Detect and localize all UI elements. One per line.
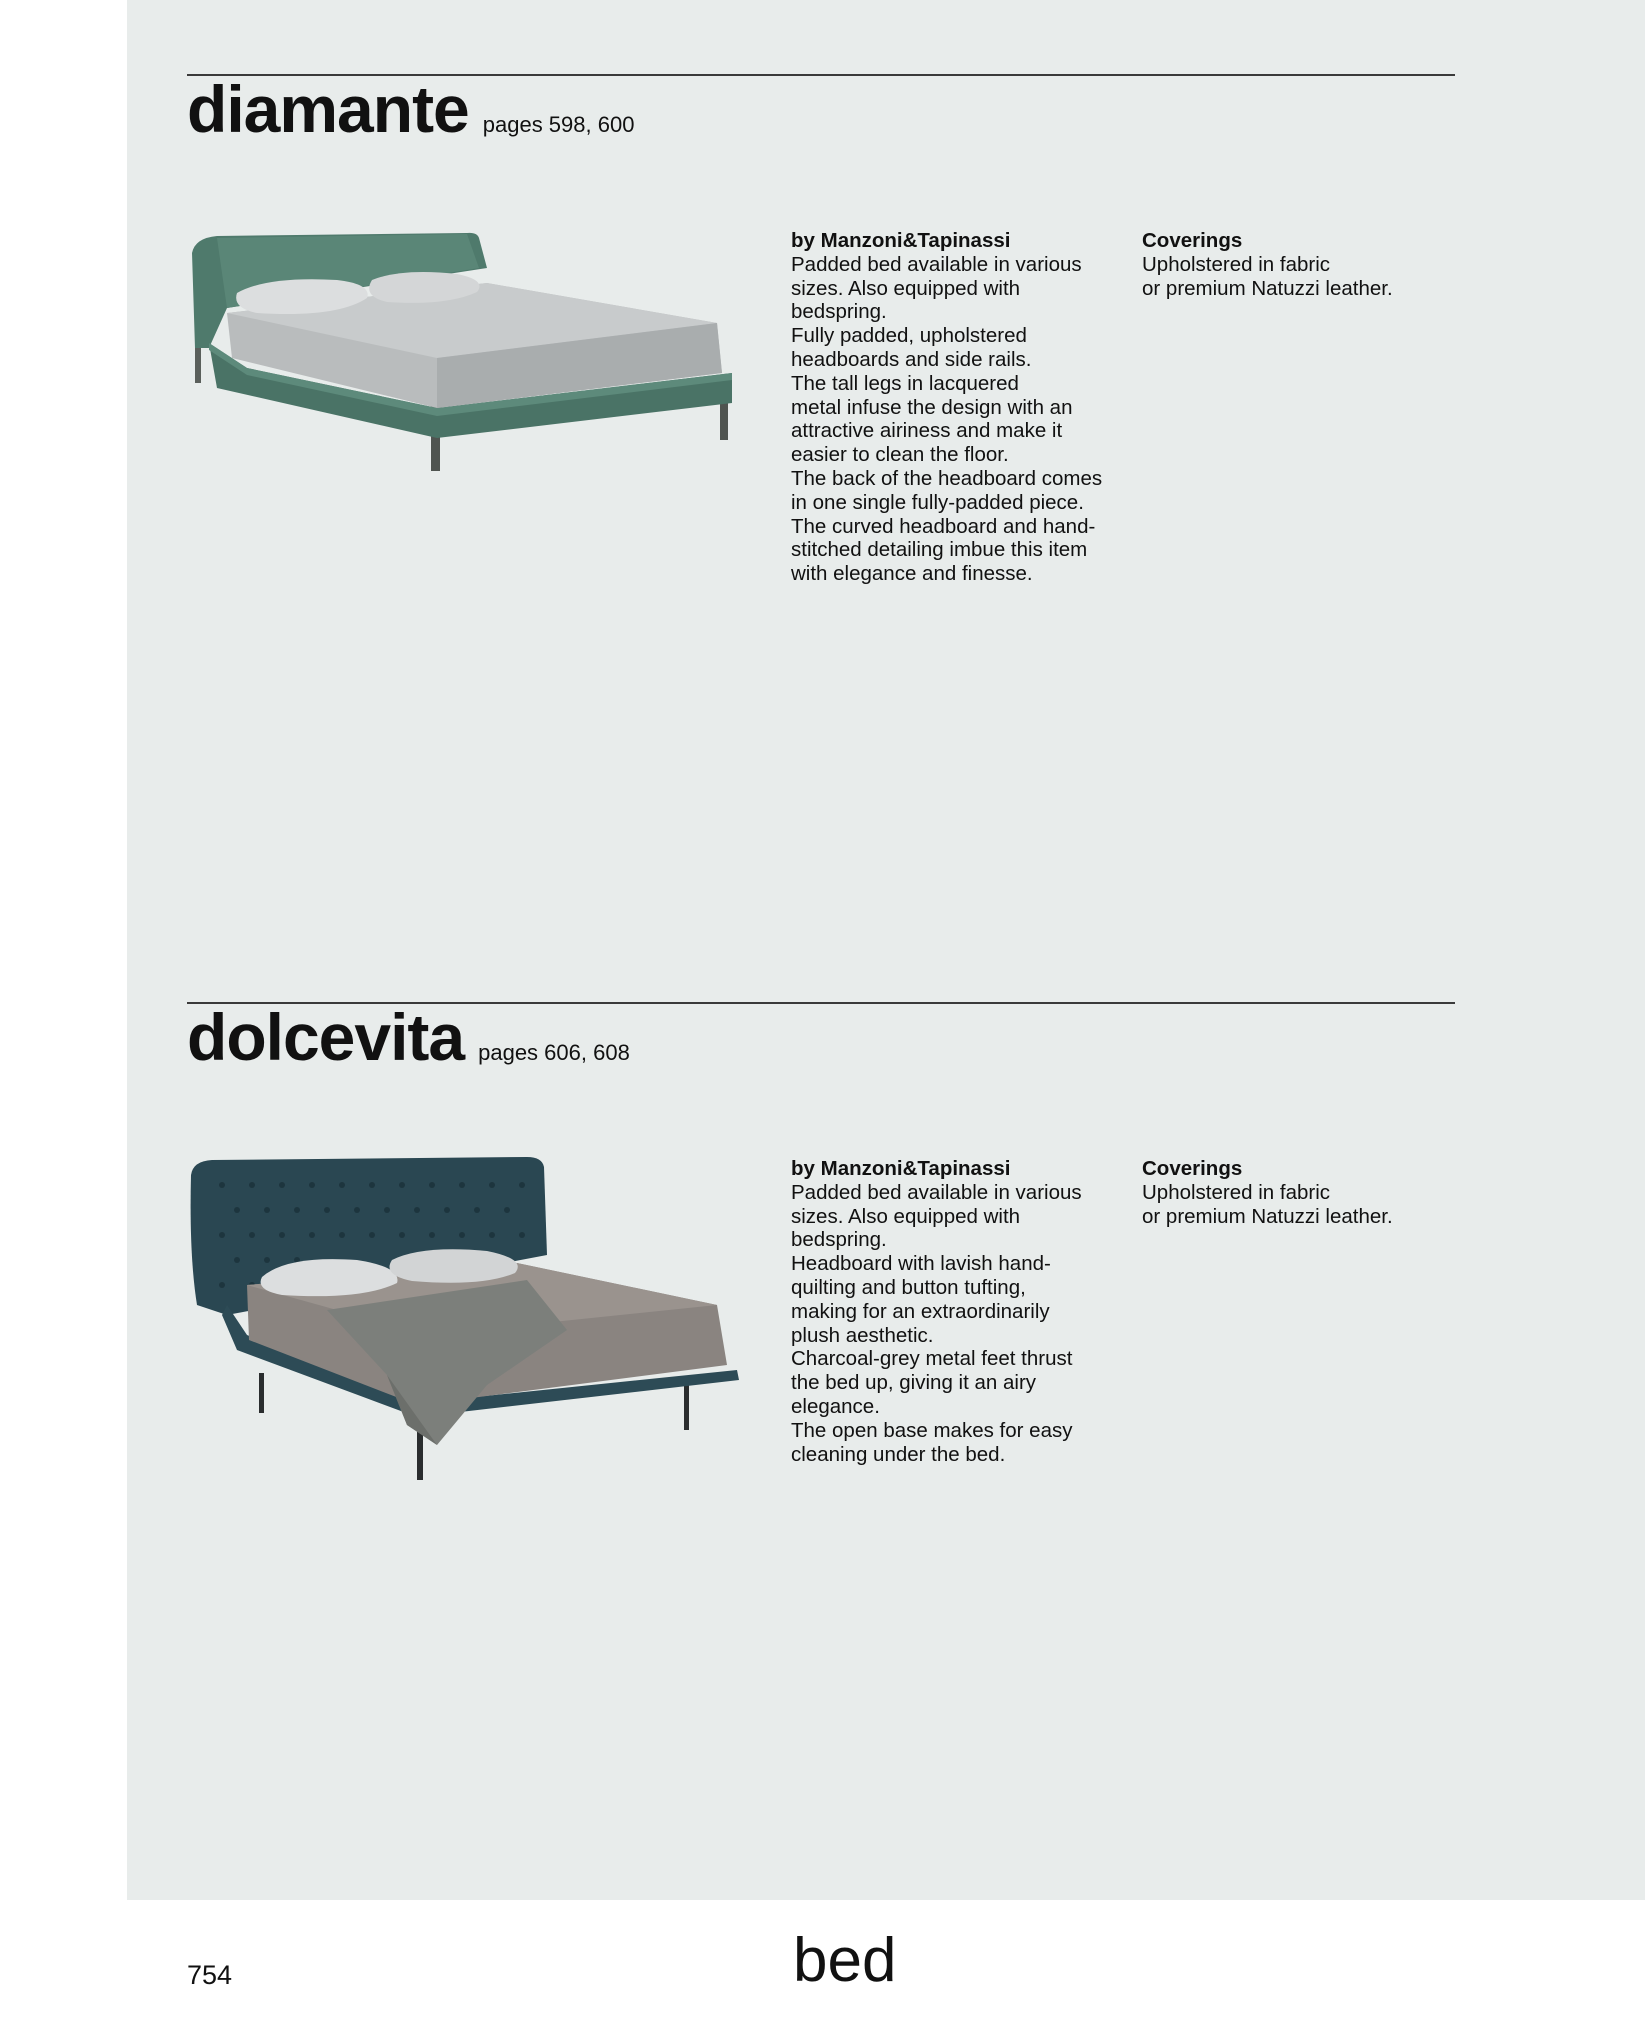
coverings-title: Coverings [1142, 229, 1243, 252]
product-pages: pages 606, 608 [478, 1040, 630, 1065]
designer-credit: by Manzoni&Tapinassi [791, 1157, 1011, 1180]
description-line: stitched detailing imbue this item [791, 538, 1088, 562]
dolcevita-bed-image [187, 1155, 747, 1490]
page-number: 754 [187, 1960, 233, 1990]
product-header [187, 72, 635, 146]
coverings-line: Upholstered in fabric [1142, 1180, 1331, 1204]
description-line: metal infuse the design with an [791, 395, 1073, 419]
coverings-line: or premium Natuzzi leather. [1142, 1204, 1393, 1228]
product-description [791, 229, 1121, 586]
coverings-line: Upholstered in fabric [1142, 252, 1331, 276]
description-line: The tall legs in lacquered [791, 371, 1019, 395]
description-line: bedspring. [791, 300, 887, 324]
description-line: Headboard with lavish hand- [791, 1252, 1051, 1276]
description-line: easier to clean the floor. [791, 443, 1009, 467]
description-line: quilting and button tufting, [791, 1275, 1026, 1299]
description-line: Padded bed available in various [791, 252, 1082, 276]
product-pages: pages 598, 600 [482, 112, 635, 137]
description-line: sizes. Also equipped with [791, 276, 1021, 300]
description-line: the bed up, giving it an airy [791, 1371, 1037, 1395]
description-line: in one single fully-padded piece. [791, 490, 1084, 514]
description-line: elegance. [791, 1394, 880, 1418]
product-description [791, 1157, 1121, 1466]
product-title: diamante [187, 72, 469, 146]
product-header [187, 1000, 630, 1074]
description-line: with elegance and finesse. [791, 562, 1033, 586]
description-line: The open base makes for easy [791, 1418, 1073, 1442]
description-line: Padded bed available in various [791, 1180, 1082, 1204]
diamante-bed-image [187, 228, 747, 483]
coverings-title: Coverings [1142, 1157, 1243, 1180]
description-line: making for an extraordinarily [791, 1299, 1050, 1323]
description-line: Charcoal-grey metal feet thrust [791, 1347, 1073, 1371]
description-line: attractive airiness and make it [791, 419, 1063, 443]
coverings-block [1142, 229, 1462, 300]
description-line: The back of the headboard comes [791, 466, 1103, 490]
description-line: plush aesthetic. [791, 1323, 934, 1347]
description-line: sizes. Also equipped with [791, 1204, 1021, 1228]
product-title: dolcevita [187, 1000, 465, 1074]
section-category: bed [793, 1926, 897, 1995]
coverings-block [1142, 1157, 1462, 1228]
description-line: Fully padded, upholstered [791, 324, 1027, 348]
description-line: The curved headboard and hand- [791, 514, 1096, 538]
description-line: headboards and side rails. [791, 347, 1032, 371]
designer-credit: by Manzoni&Tapinassi [791, 229, 1011, 252]
description-line: cleaning under the bed. [791, 1442, 1006, 1466]
coverings-line: or premium Natuzzi leather. [1142, 276, 1393, 300]
description-line: bedspring. [791, 1228, 887, 1252]
